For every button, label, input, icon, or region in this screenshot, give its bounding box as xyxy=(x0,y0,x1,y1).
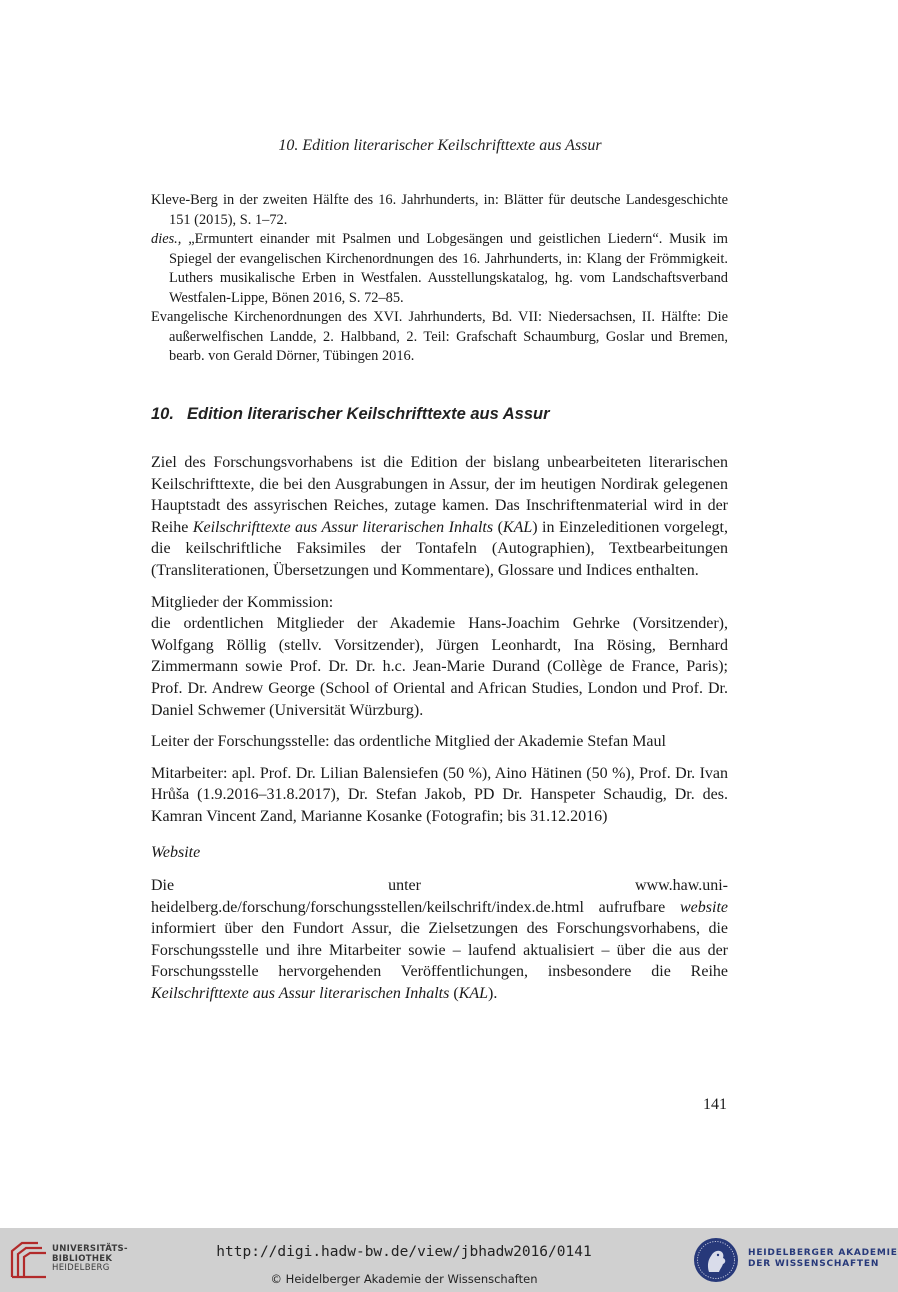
website-heading: Website xyxy=(151,843,201,861)
reference-entry xyxy=(151,308,728,367)
reference-entry xyxy=(151,191,728,230)
reference-text: Evangelische Kirchenordnungen des XVI. Jahrhunderts, Bd. VII: Niedersachsen, II. Hälfte: Die außerwelfischen Landde, 2. Halbband, 2. Teil: Grafschaft Schaumburg, Goslar und Bremen, bearb. von Gerald Dörner, Tübingen 2016. xyxy=(151,309,728,364)
website-text: Die unter www.haw.uni-heidelberg.de/forschung/forschungsstellen/keilschrift/index.de.html aufrufbare xyxy=(151,877,728,916)
reference-text: „Ermuntert einander mit Psalmen und Lobgesängen und geistlichen Liedern“. Musik im Spiegel der evangelischen Kirchenordnungen des 16. Jahrhunderts, in: Klang der Frömmigkeit. Luthers musikalische Erben in Westfalen. Ausstellungskatalog, hg. vom Landschaftsverband Westfalen-Lippe, Bönen 2016, S. 72–85. xyxy=(169,231,728,306)
academy-line: HEIDELBERGER AKADEMIE xyxy=(748,1248,898,1258)
footer-bar xyxy=(0,1228,898,1292)
section-title: Edition literarischer Keilschrifttexte aus Assur xyxy=(187,405,550,423)
reference-list xyxy=(151,191,728,367)
website-paragraph xyxy=(151,875,728,1005)
page-number: 141 xyxy=(703,1096,727,1113)
series-abbrev: KAL xyxy=(458,985,489,1003)
section-number: 10. xyxy=(151,405,174,423)
ub-line: BIBLIOTHEK xyxy=(52,1253,113,1264)
intro-text: ( xyxy=(493,518,503,536)
section-body xyxy=(151,452,728,1015)
website-text: ( xyxy=(449,985,459,1003)
commission-label: Mitglieder der Kommission: xyxy=(151,593,334,611)
academy-line: DER WISSENSCHAFTEN xyxy=(748,1259,880,1269)
intro-paragraph xyxy=(151,452,728,582)
reference-entry xyxy=(151,230,728,308)
reference-author: dies., xyxy=(151,231,182,247)
ub-line: HEIDELBERG xyxy=(52,1263,110,1273)
website-text: ). xyxy=(488,985,498,1003)
section-heading xyxy=(151,405,751,424)
series-title: Keilschrifttexte aus Assur literarischen Inhalts xyxy=(151,985,450,1003)
academy-seal-icon[interactable] xyxy=(692,1236,740,1284)
series-abbrev: KAL xyxy=(502,518,533,536)
intro-text: ) in Einzeleditionen vorgelegt, die keilschriftliche Faksimiles der Tontafeln (Autographien), Textbearbeitungen (Transliterationen, Übersetzungen und Kommentare), Glossare und Indices enthalten. xyxy=(151,518,729,579)
leader-paragraph: Leiter der Forschungsstelle: das ordentliche Mitglied der Akademie Stefan Maul xyxy=(151,733,666,751)
commission-paragraph: die ordentlichen Mitglieder der Akademie Hans-Joachim Gehrke (Vorsitzender), Wolfgang Röllig (stellv. Vorsitzender), Jürgen Leonhardt, Ina Rösing, Bernhard Zimmermann sowie Prof. Dr. Dr. h.c. Jean-Marie Durand (Collège de France, Paris); Prof. Dr. Andrew George (School of Oriental and African Studies, London und Prof. Dr. Daniel Schwemer (Universität Würzburg). xyxy=(151,615,728,719)
reference-text: Kleve-Berg in der zweiten Hälfte des 16. Jahrhunderts, in: Blätter für deutsche Landesgeschichte 151 (2015), S. 1–72. xyxy=(151,192,728,228)
running-head: 10. Edition literarischer Keilschrifttexte aus Assur xyxy=(278,137,602,154)
staff-paragraph: Mitarbeiter: apl. Prof. Dr. Lilian Balensiefen (50 %), Aino Hätinen (50 %), Prof. Dr. Ivan Hrůša (1.9.2016–31.8.2017), Dr. Stefan Jakob, PD Dr. Hanspeter Schaudig, Dr. des. Kamran Vincent Zand, Marianne Kosanke (Fotografin; bis 31.12.2016) xyxy=(151,764,728,825)
website-text: informiert über den Fundort Assur, die Zielsetzungen des Forschungsvorhabens, die Forschungsstelle und ihre Mitarbeiter sowie – laufend aktualisiert – über die aus der Forschungsstelle hervorgehenden Veröffentlichungen, insbesondere die Reihe xyxy=(151,920,728,981)
copyright-notice: © Heidelberger Akademie der Wissenschaften xyxy=(270,1272,538,1286)
website-word: website xyxy=(680,898,728,916)
permalink-url[interactable]: http://digi.hadw-bw.de/view/jbhadw2016/0141 xyxy=(216,1244,592,1260)
intro-text: Ziel des Forschungsvorhabens ist die Edition der bislang unbearbeiteten literarischen Keilschrifttexte, die bei den Ausgrabungen in Assur, der im heutigen Nordirak gelegenen Hauptstadt des assyrischen Reiches, zutage kamen. Das Inschriftenmaterial wird in der Reihe xyxy=(151,454,728,536)
academy-name xyxy=(748,1248,898,1270)
ub-line: UNIVERSITÄTS- xyxy=(52,1244,128,1254)
series-title: Keilschrifttexte aus Assur literarischen Inhalts xyxy=(192,518,494,536)
